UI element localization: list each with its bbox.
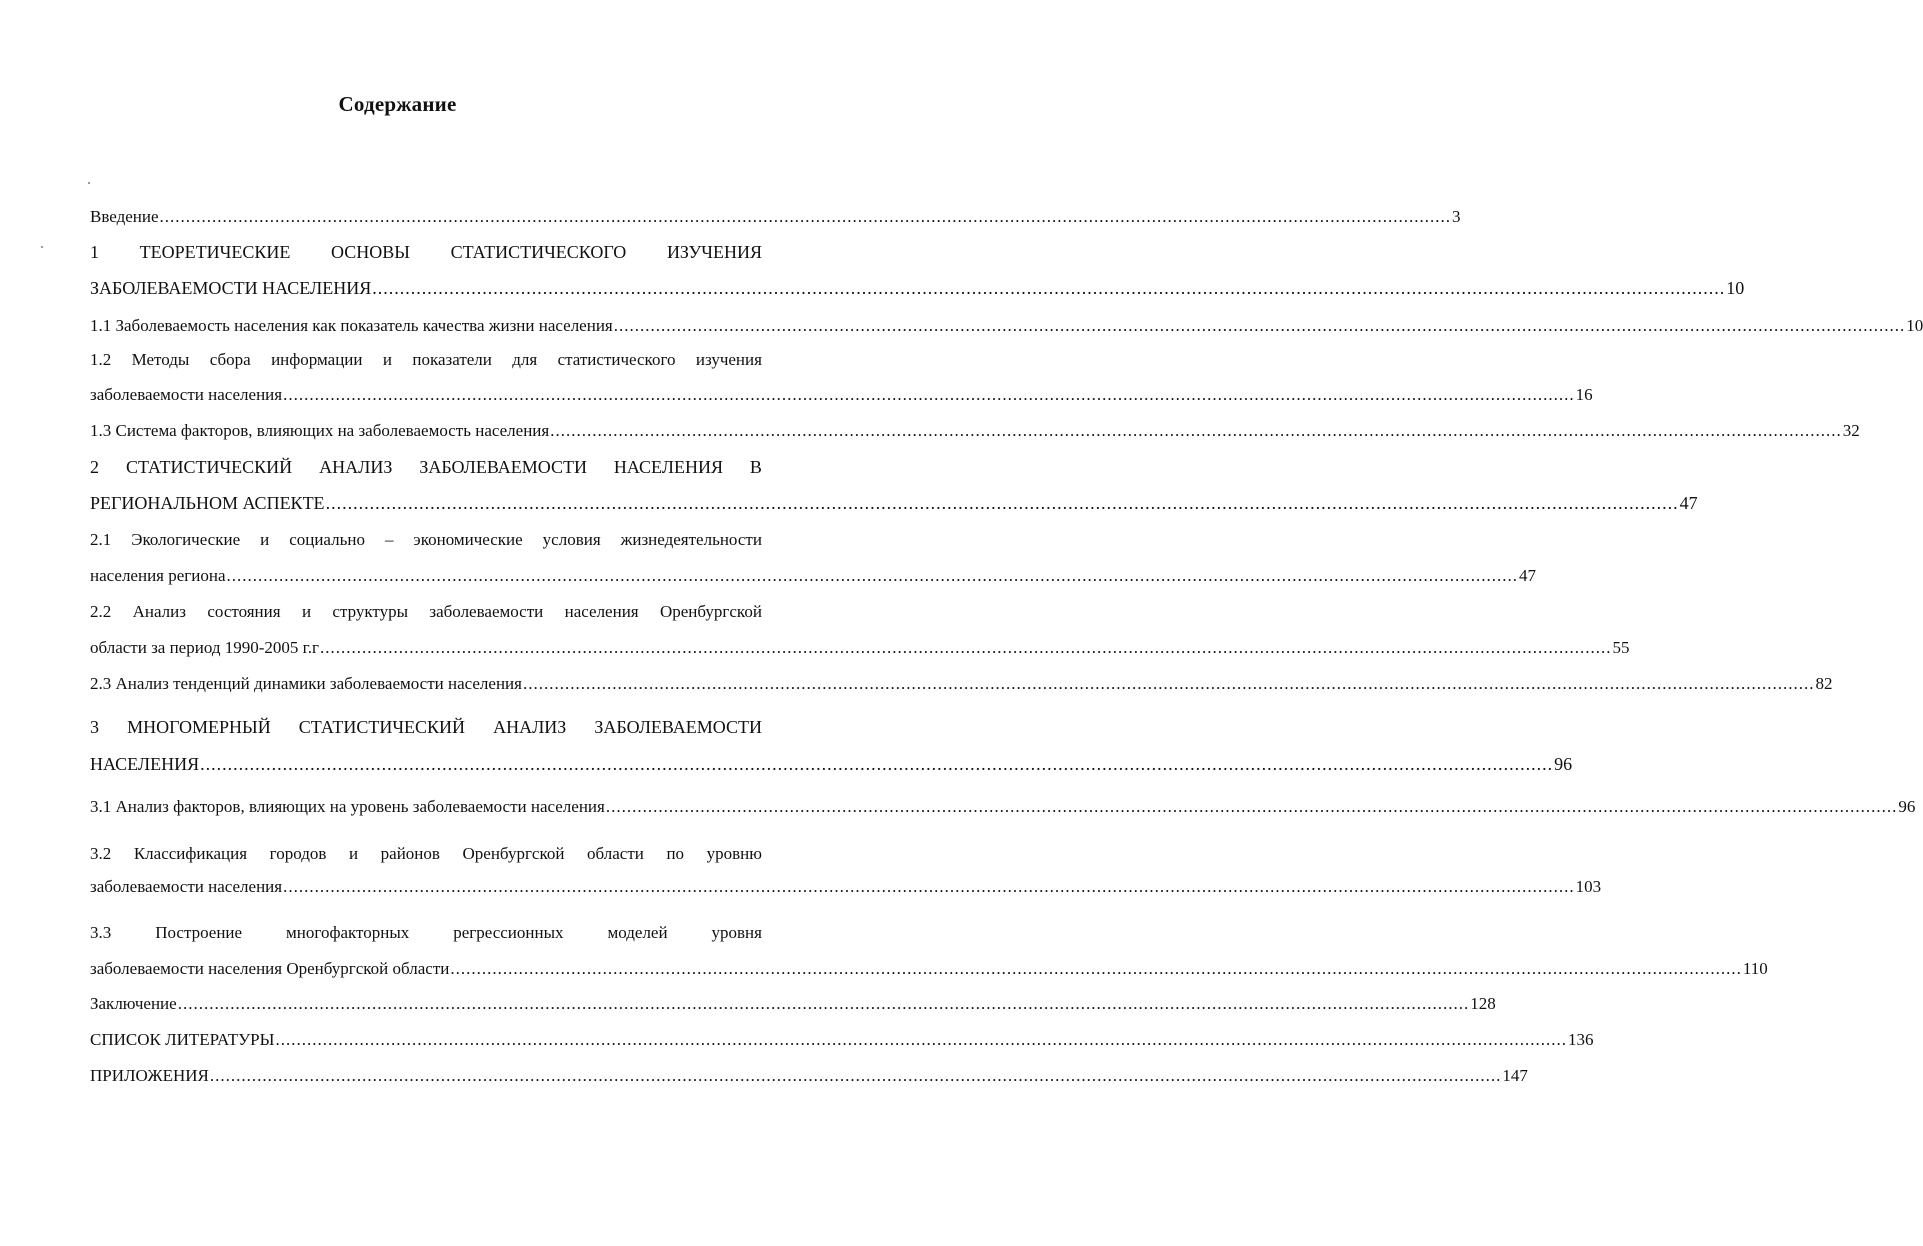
toc-entry-appendix[interactable] — [90, 1061, 1528, 1091]
toc-word: населения — [564, 602, 639, 621]
toc-page-number: 128 — [1470, 994, 1496, 1013]
toc-page-number: 147 — [1502, 1066, 1528, 1085]
toc-word: ЗАБОЛЕВАЕМОСТИ — [594, 717, 762, 737]
leader-dots: ...................................................................................................................................................................................................................................................... — [613, 316, 1906, 335]
toc-word: области — [587, 844, 644, 863]
toc-word: ЗАБОЛЕВАЕМОСТИ — [419, 457, 587, 477]
toc-entry-text: области за период 1990-2005 г.г — [90, 638, 319, 657]
toc-entry-3-3-line2[interactable] — [90, 954, 1768, 984]
toc-word: показатели — [412, 350, 492, 369]
leader-dots: ...................................................................................................................................................................................................................................................... — [319, 638, 1612, 657]
toc-page-number: 32 — [1842, 421, 1860, 440]
toc-word: и — [382, 350, 392, 369]
toc-entry-3-2-line2[interactable] — [90, 872, 1602, 902]
leader-dots: ...................................................................................................................................................................................................................................................... — [209, 1066, 1502, 1085]
leader-dots: ...................................................................................................................................................................................................................................................... — [522, 674, 1815, 693]
toc-word: моделей — [607, 923, 668, 942]
toc-entry-conclusion[interactable] — [90, 989, 1496, 1019]
toc-entry-text: СПИСОК ЛИТЕРАТУРЫ — [90, 1030, 275, 1049]
toc-entry-1-3[interactable] — [90, 416, 1860, 446]
scan-speck — [41, 246, 43, 248]
leader-dots: ...................................................................................................................................................................................................................................................... — [177, 994, 1470, 1013]
toc-page-number: 110 — [1742, 959, 1768, 978]
toc-word: СТАТИСТИЧЕСКОГО — [450, 242, 627, 262]
toc-entry-text: 2.3 Анализ тенденций динамики заболеваемости населения — [90, 674, 522, 693]
toc-word: сбора — [209, 350, 251, 369]
toc-entry-2-3[interactable] — [90, 669, 1833, 699]
toc-word: СТАТИСТИЧЕСКИЙ — [125, 457, 293, 477]
toc-entry-3-2-line1[interactable] — [90, 839, 762, 869]
toc-entry-text: 1.1 Заболеваемость населения как показатель качества жизни населения — [90, 316, 613, 335]
leader-dots: ...................................................................................................................................................................................................................................................... — [283, 385, 1575, 404]
toc-entry-3-1[interactable] — [90, 792, 1916, 822]
toc-word: жизнедеятельности — [620, 530, 762, 549]
toc-word: Анализ — [132, 602, 186, 621]
toc-word: и — [260, 530, 270, 549]
toc-entry-text: РЕГИОНАЛЬНОМ АСПЕКТЕ — [90, 493, 325, 513]
toc-word: структуры — [332, 602, 409, 621]
leader-dots: ...................................................................................................................................................................................................................................................... — [325, 493, 1679, 513]
toc-word: Построение — [155, 923, 243, 942]
toc-word: социально — [289, 530, 365, 549]
leader-dots: ...................................................................................................................................................................................................................................................... — [372, 278, 1726, 298]
toc-word: – — [384, 530, 394, 549]
toc-entry-1-1[interactable] — [90, 311, 1923, 341]
leader-dots: ...................................................................................................................................................................................................................................................... — [550, 421, 1842, 440]
toc-word: 2 — [90, 457, 99, 477]
toc-entry-3-3-line1[interactable] — [90, 918, 762, 948]
toc-entry-chapter-2-line1[interactable] — [90, 452, 762, 482]
toc-entry-text: заболеваемости населения Оренбургской области — [90, 959, 450, 978]
toc-page-number: 103 — [1575, 877, 1602, 896]
toc-entry-2-2-line1[interactable] — [90, 597, 762, 627]
toc-word: экономические — [413, 530, 523, 549]
toc-word: информации — [271, 350, 363, 369]
toc-entry-2-1-line1[interactable] — [90, 525, 762, 555]
scan-speck — [88, 182, 90, 184]
toc-page-number: 10 — [1906, 316, 1923, 335]
leader-dots: ...................................................................................................................................................................................................................................................... — [226, 566, 1518, 585]
toc-word: 3.2 — [90, 844, 112, 863]
toc-word: заболеваемости — [429, 602, 544, 621]
toc-word: 2.1 — [90, 530, 112, 549]
toc-word: изучения — [695, 350, 762, 369]
toc-entry-chapter-3-line2[interactable] — [90, 749, 1573, 779]
toc-word: 3 — [90, 717, 99, 737]
toc-entry-text: 1.3 Система факторов, влияющих на заболеваемость населения — [90, 421, 550, 440]
toc-word: ТЕОРЕТИЧЕСКИЕ — [139, 242, 291, 262]
toc-entry-text: 3.1 Анализ факторов, влияющих на уровень заболеваемости населения — [90, 797, 605, 816]
toc-word: Оренбургской — [659, 602, 762, 621]
toc-word: городов — [269, 844, 327, 863]
toc-entry-text: Заключение — [90, 994, 177, 1013]
leader-dots: ...................................................................................................................................................................................................................................................... — [450, 959, 1742, 978]
toc-entry-chapter-3-line1[interactable] — [90, 712, 762, 742]
leader-dots: ...................................................................................................................................................................................................................................................... — [200, 754, 1554, 774]
toc-entry-chapter-1-line2[interactable] — [90, 273, 1745, 303]
toc-page-number: 3 — [1452, 207, 1461, 226]
toc-word: АНАЛИЗ — [493, 717, 567, 737]
toc-word: Методы — [131, 350, 190, 369]
toc-page-number: 96 — [1554, 754, 1573, 774]
toc-entry-text: ПРИЛОЖЕНИЯ — [90, 1066, 209, 1085]
toc-page-number: 47 — [1679, 493, 1698, 513]
page-title: Содержание — [338, 92, 457, 116]
toc-word: и — [301, 602, 312, 621]
toc-page-number: 96 — [1898, 797, 1916, 816]
toc-entry-chapter-2-line2[interactable] — [90, 488, 1698, 518]
toc-word: Экологические — [131, 530, 241, 549]
toc-word: условия — [542, 530, 601, 549]
toc-entry-text: НАСЕЛЕНИЯ — [90, 754, 200, 774]
toc-word: и — [348, 844, 359, 863]
toc-entry-chapter-1-line1[interactable] — [90, 237, 762, 267]
toc-entry-literature[interactable] — [90, 1025, 1594, 1055]
toc-word: для — [512, 350, 538, 369]
toc-word: 1 — [90, 242, 99, 262]
toc-page-number: 55 — [1612, 638, 1630, 657]
toc-word: уровню — [706, 844, 762, 863]
toc-entry-text: населения региона — [90, 566, 226, 585]
toc-word: ОСНОВЫ — [330, 242, 410, 262]
toc-entry-introduction[interactable] — [90, 202, 1461, 232]
toc-word: регрессионных — [453, 923, 564, 942]
toc-word: В — [749, 457, 762, 477]
toc-entry-1-2-line1[interactable] — [90, 345, 762, 375]
toc-entry-2-1-line2[interactable] — [90, 561, 1536, 591]
toc-page-number: 47 — [1519, 566, 1536, 585]
toc-word: 3.3 — [90, 923, 112, 942]
toc-word: АНАЛИЗ — [319, 457, 393, 477]
toc-word: МНОГОМЕРНЫЙ — [127, 717, 271, 737]
toc-page-number: 82 — [1815, 674, 1833, 693]
leader-dots: ...................................................................................................................................................................................................................................................... — [275, 1030, 1567, 1049]
toc-entry-text: заболеваемости населения — [90, 877, 283, 896]
toc-page-number: 10 — [1726, 278, 1745, 298]
leader-dots: ...................................................................................................................................................................................................................................................... — [283, 877, 1575, 896]
toc-word: состояния — [207, 602, 281, 621]
toc-page-number: 136 — [1567, 1030, 1594, 1049]
toc-word: статистического — [557, 350, 676, 369]
leader-dots: ...................................................................................................................................................................................................................................................... — [605, 797, 1898, 816]
toc-entry-text: заболеваемости населения — [90, 385, 283, 404]
toc-word: СТАТИСТИЧЕСКИЙ — [298, 717, 466, 737]
toc-word: Классификация — [133, 844, 248, 863]
toc-word: ИЗУЧЕНИЯ — [666, 242, 762, 262]
toc-word: НАСЕЛЕНИЯ — [613, 457, 723, 477]
toc-entry-text: Введение — [90, 207, 159, 226]
toc-word: районов — [380, 844, 440, 863]
toc-page-number: 16 — [1575, 385, 1593, 404]
toc-word: 2.2 — [90, 602, 112, 621]
toc-word: многофакторных — [286, 923, 410, 942]
toc-word: Оренбургской — [462, 844, 565, 863]
leader-dots: ...................................................................................................................................................................................................................................................... — [159, 207, 1452, 226]
toc-entry-1-2-line2[interactable] — [90, 380, 1593, 410]
toc-word: по — [666, 844, 685, 863]
toc-entry-2-2-line2[interactable] — [90, 633, 1630, 663]
toc-entry-text: ЗАБОЛЕВАЕМОСТИ НАСЕЛЕНИЯ — [90, 278, 372, 298]
toc-word: уровня — [711, 923, 762, 942]
toc-word: 1.2 — [90, 350, 112, 369]
